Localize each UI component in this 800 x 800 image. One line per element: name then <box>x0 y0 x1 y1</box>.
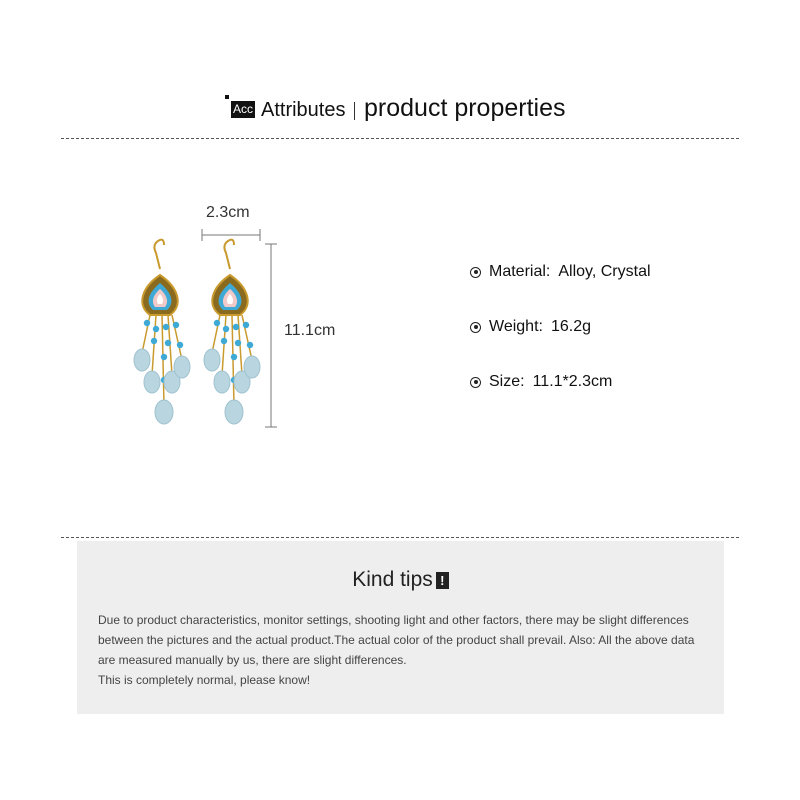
earring-right <box>204 240 260 424</box>
divider-bottom <box>61 537 739 538</box>
attribute-label: Weight: <box>489 318 543 335</box>
earring-left <box>134 240 190 424</box>
attribute-label: Material: <box>489 263 551 280</box>
radio-dot-icon <box>470 322 481 333</box>
header-section-label: Attributes <box>261 99 346 121</box>
tips-paragraph: Due to product characteristics, monitor settings, shooting light and other factors, there may be slight differences between the pictures and the actual product.The actual color of the product shall prevail. Also: All the above data are measured manually by us, there are slight differences. <box>98 613 695 667</box>
earrings-image <box>120 195 360 445</box>
tips-note: This is completely normal, please know! <box>98 673 311 687</box>
width-dimension-label: 2.3cm <box>206 204 250 221</box>
tips-title <box>77 568 724 592</box>
attribute-weight <box>470 316 591 338</box>
length-dimension-label: 11.1cm <box>284 322 336 339</box>
attribute-label: Size: <box>489 373 525 390</box>
radio-dot-icon <box>470 377 481 388</box>
attribute-value: Alloy, Crystal <box>558 263 651 280</box>
attribute-value: 11.1*2.3cm <box>532 373 613 390</box>
radio-dot-icon <box>470 267 481 278</box>
warning-icon: ! <box>436 572 449 589</box>
kind-tips-panel <box>77 541 724 714</box>
section-header <box>0 93 800 129</box>
divider-top <box>61 138 739 139</box>
tips-body <box>98 610 710 690</box>
header-marker <box>225 95 229 99</box>
attribute-size <box>470 371 612 393</box>
header-separator <box>354 102 355 120</box>
page-title: product properties <box>364 94 566 122</box>
header-badge: Acc <box>233 102 254 116</box>
product-figure <box>120 195 360 445</box>
attribute-material <box>470 261 651 283</box>
tips-title-text: Kind tips <box>352 568 433 591</box>
attribute-value: 16.2g <box>550 318 591 335</box>
